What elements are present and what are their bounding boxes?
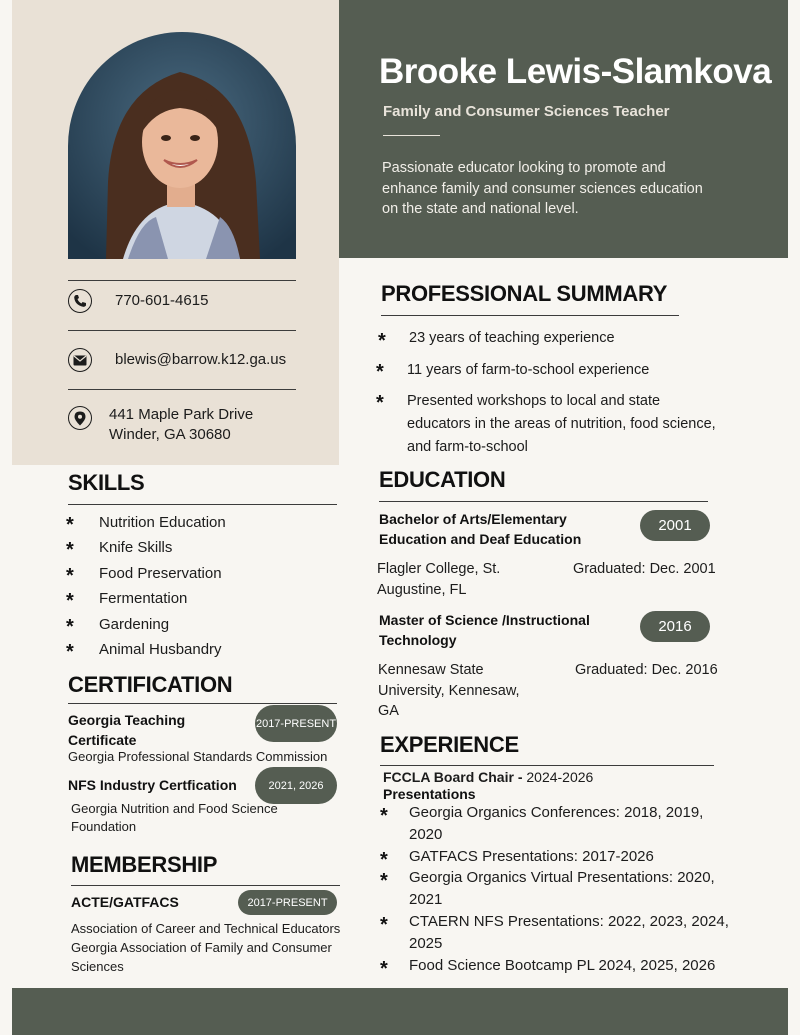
certification-title: CERTIFICATION <box>68 672 233 697</box>
bullet-asterisk: * <box>380 870 388 892</box>
certification-date-badge: 2021, 2026 <box>255 767 337 804</box>
bullet-asterisk: * <box>66 616 74 638</box>
map-pin-icon <box>68 406 92 430</box>
membership-title: MEMBERSHIP <box>71 852 218 877</box>
bullet-asterisk: * <box>66 565 74 587</box>
certification-date-badge: 2017-PRESENT <box>255 705 337 742</box>
bullet-asterisk: * <box>376 361 384 383</box>
certification-name: Georgia Teaching Certificate <box>68 712 186 748</box>
experience-title: EXPERIENCE <box>380 732 519 757</box>
degree-name: Master of Science /Instructional Technology <box>379 612 590 648</box>
membership-org: Georgia Association of Family and Consumer Sciences <box>71 940 332 974</box>
job-title: Family and Consumer Sciences Teacher <box>383 103 670 120</box>
membership-date-badge: 2017-PRESENT <box>238 890 337 915</box>
divider <box>381 315 679 316</box>
footer-band <box>12 988 788 1035</box>
address-line-2: Winder, GA 30680 <box>109 426 231 443</box>
summary-item: 11 years of farm-to-school experience <box>407 362 650 378</box>
address-line-1: 441 Maple Park Drive <box>109 406 254 423</box>
divider <box>379 501 708 502</box>
skill-item: Knife Skills <box>99 539 173 556</box>
phone-icon <box>68 289 92 313</box>
bullet-asterisk: * <box>66 641 74 663</box>
graduation-date: Graduated: Dec. 2016 <box>575 662 718 678</box>
phone-number[interactable]: 770-601-4615 <box>115 292 209 309</box>
divider <box>68 703 337 704</box>
bullet-asterisk: * <box>66 590 74 612</box>
experience-item: Georgia Organics Virtual Presentations: 2020, 2021 <box>409 869 715 908</box>
degree-year-badge: 2001 <box>640 510 710 541</box>
degree-year-badge: 2016 <box>640 611 710 642</box>
experience-role-line <box>383 769 593 785</box>
experience-role-years: 2024-2026 <box>526 769 594 785</box>
education-title: EDUCATION <box>379 467 506 492</box>
school-name: Flagler College, St. Augustine, FL <box>377 561 501 598</box>
experience-item: Food Science Bootcamp PL 2024, 2025, 2026 <box>409 957 716 974</box>
certification-name: NFS Industry Certfication <box>68 777 237 793</box>
skill-item: Nutrition Education <box>99 514 226 531</box>
divider <box>68 330 296 331</box>
divider <box>71 885 340 886</box>
school-name: Kennesaw State University, Kennesaw, GA <box>378 662 520 719</box>
divider <box>380 765 714 766</box>
bullet-asterisk: * <box>380 849 388 871</box>
certification-issuer: Georgia Nutrition and Food Science Foundation <box>71 801 278 834</box>
bullet-asterisk: * <box>66 539 74 561</box>
summary-title: PROFESSIONAL SUMMARY <box>381 281 668 306</box>
skills-title: SKILLS <box>68 470 145 495</box>
envelope-icon <box>68 348 92 372</box>
bullet-asterisk: * <box>380 805 388 827</box>
membership-org: Association of Career and Technical Educators <box>71 921 341 936</box>
divider <box>68 389 296 390</box>
skill-item: Fermentation <box>99 590 188 607</box>
summary-item: 23 years of teaching experience <box>409 330 615 346</box>
tagline: Passionate educator looking to promote and enhance family and consumer sciences education on the state and national level. <box>382 160 703 217</box>
profile-photo <box>68 32 296 259</box>
membership-name: ACTE/GATFACS <box>71 894 179 910</box>
experience-item: Georgia Organics Conferences: 2018, 2019, 2020 <box>409 804 704 843</box>
bullet-asterisk: * <box>66 514 74 536</box>
experience-item: CTAERN NFS Presentations: 2022, 2023, 2024, 2025 <box>409 913 729 952</box>
bullet-asterisk: * <box>380 958 388 980</box>
skill-item: Animal Husbandry <box>99 641 222 658</box>
certification-issuer: Georgia Professional Standards Commission <box>68 749 328 764</box>
bullet-asterisk: * <box>378 330 386 352</box>
experience-item: GATFACS Presentations: 2017-2026 <box>409 848 654 865</box>
header-divider <box>383 135 440 136</box>
summary-item: Presented workshops to local and state educators in the areas of nutrition, food science, and farm-to-school <box>407 393 716 455</box>
graduation-date: Graduated: Dec. 2001 <box>573 561 716 577</box>
skill-item: Food Preservation <box>99 565 222 582</box>
skill-item: Gardening <box>99 616 170 633</box>
bullet-asterisk: * <box>380 914 388 936</box>
divider <box>68 280 296 281</box>
bullet-asterisk: * <box>376 392 384 414</box>
experience-subheading: Presentations <box>383 786 476 802</box>
experience-role: FCCLA Board Chair - <box>383 769 523 785</box>
degree-name: Bachelor of Arts/Elementary Education and Deaf Education <box>379 511 582 547</box>
divider <box>68 504 337 505</box>
person-name: Brooke Lewis-Slamkova <box>379 52 772 91</box>
email-address[interactable]: blewis@barrow.k12.ga.us <box>115 351 287 368</box>
